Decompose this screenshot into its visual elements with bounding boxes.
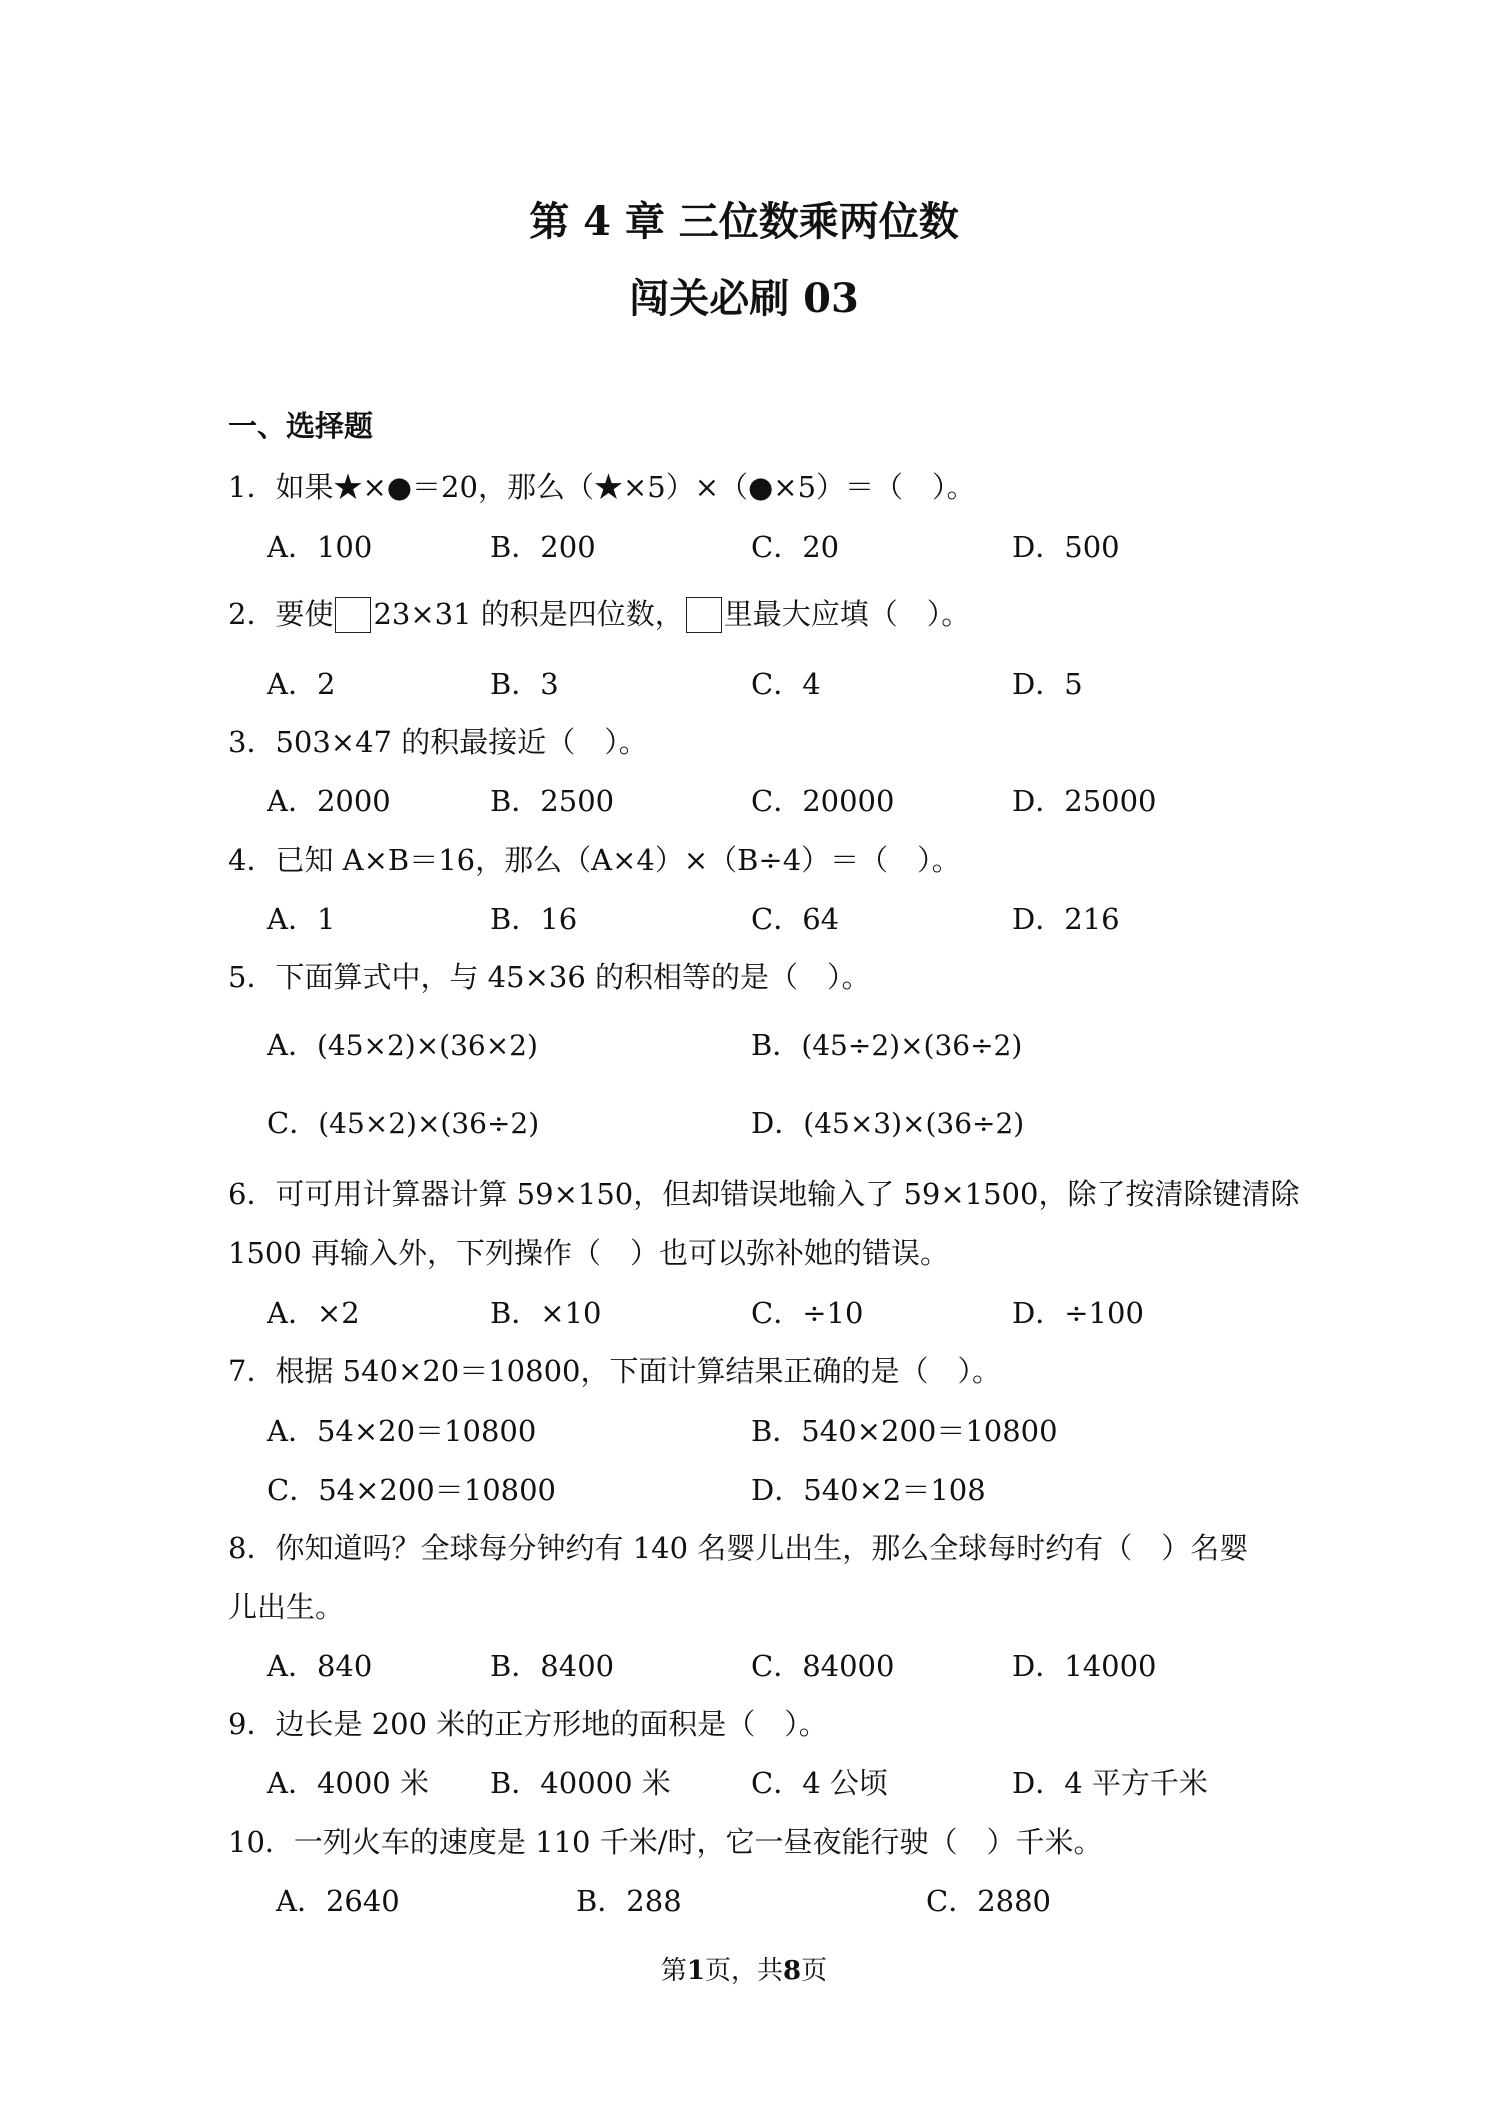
q6-option-b: B．×10 bbox=[490, 1296, 602, 1330]
q9-option-d: D．4 平方千米 bbox=[1012, 1766, 1208, 1800]
q10-option-c: C．2880 bbox=[926, 1884, 1051, 1918]
q10-option-a: A．2640 bbox=[276, 1884, 400, 1918]
q6-option-c: C．÷10 bbox=[751, 1296, 864, 1330]
total-pages-number: 8 bbox=[783, 1956, 802, 1986]
question-6-stem-line1: 6．可可用计算器计算 59×150，但却错误地输入了 59×1500，除了按清除键清除 bbox=[228, 1177, 1300, 1211]
footer-mid: 页，共 bbox=[704, 1956, 783, 1986]
worksheet-subtitle: 闯关必刷 03 bbox=[629, 275, 859, 322]
question-6-stem-line2: 1500 再输入外，下列操作（ ）也可以弥补她的错误。 bbox=[228, 1236, 950, 1270]
q9-option-b: B．40000 米 bbox=[490, 1766, 671, 1800]
q4-option-c: C．64 bbox=[751, 902, 840, 936]
answer-box bbox=[335, 597, 371, 633]
q5-option-a-expr: (45×2)×(36×2) bbox=[316, 1029, 538, 1062]
q1-option-b: B．200 bbox=[490, 530, 596, 564]
q1-option-d: D．500 bbox=[1012, 530, 1120, 564]
q7-option-a: A．54×20＝10800 bbox=[267, 1414, 537, 1448]
q5-option-c-expr: (45×2)×(36÷2) bbox=[318, 1107, 540, 1140]
q5-option-d-expr: (45×3)×(36÷2) bbox=[803, 1107, 1025, 1140]
answer-box bbox=[686, 597, 722, 633]
q3-option-d: D．25000 bbox=[1012, 784, 1157, 818]
q2-stem-middle: 23×31 的积是四位数， bbox=[373, 597, 684, 631]
q7-option-d: D．540×2＝108 bbox=[751, 1473, 986, 1507]
q2-stem-end: 里最大应填（ ）。 bbox=[723, 597, 971, 631]
chapter-title: 第 4 章 三位数乘两位数 bbox=[529, 198, 959, 245]
section-heading: 一、选择题 bbox=[228, 409, 374, 443]
q6-option-a: A．×2 bbox=[267, 1296, 360, 1330]
footer-suffix: 页 bbox=[801, 1956, 828, 1986]
q7-option-c: C．54×200＝10800 bbox=[267, 1473, 556, 1507]
question-2-stem bbox=[228, 594, 970, 634]
q5-option-b-label: B． bbox=[751, 1028, 802, 1062]
q7-option-b: B．540×200＝10800 bbox=[751, 1414, 1058, 1448]
q9-option-c: C．4 公顷 bbox=[751, 1766, 888, 1800]
q2-option-b: B．3 bbox=[490, 667, 559, 701]
question-7-stem: 7．根据 540×20＝10800，下面计算结果正确的是（ ）。 bbox=[228, 1354, 1001, 1388]
q8-option-b: B．8400 bbox=[490, 1649, 615, 1683]
q2-option-a: A．2 bbox=[267, 667, 336, 701]
question-9-stem: 9．边长是 200 米的正方形地的面积是（ ）。 bbox=[228, 1707, 828, 1741]
q2-option-c: C．4 bbox=[751, 667, 821, 701]
question-3-stem: 3．503×47 的积最接近（ ）。 bbox=[228, 725, 648, 759]
page-footer bbox=[0, 1953, 1488, 1989]
current-page-number: 1 bbox=[686, 1956, 705, 1986]
q5-option-c bbox=[267, 1103, 539, 1144]
q2-option-d: D．5 bbox=[1012, 667, 1083, 701]
footer-prefix: 第 bbox=[660, 1956, 687, 1986]
q3-option-a: A．2000 bbox=[267, 784, 391, 818]
q5-option-a-label: A． bbox=[267, 1028, 317, 1062]
q1-option-c: C．20 bbox=[751, 530, 840, 564]
q5-option-d bbox=[751, 1103, 1024, 1144]
q4-option-d: D．216 bbox=[1012, 902, 1120, 936]
q5-option-c-label: C． bbox=[267, 1106, 319, 1140]
q5-option-b bbox=[751, 1025, 1022, 1066]
q3-option-b: B．2500 bbox=[490, 784, 615, 818]
question-8-stem-line1: 8．你知道吗？全球每分钟约有 140 名婴儿出生，那么全球每时约有（ ）名婴 bbox=[228, 1531, 1249, 1565]
q2-stem-start: 2．要使 bbox=[228, 597, 334, 631]
q4-option-a: A．1 bbox=[267, 902, 336, 936]
question-8-stem-line2: 儿出生。 bbox=[228, 1590, 345, 1624]
q8-option-c: C．84000 bbox=[751, 1649, 895, 1683]
question-5-stem: 5．下面算式中，与 45×36 的积相等的是（ ）。 bbox=[228, 960, 871, 994]
question-4-stem: 4．已知 A×B＝16，那么（A×4）×（B÷4）＝（ ）。 bbox=[228, 843, 961, 877]
question-10-stem: 10．一列火车的速度是 110 千米/时，它一昼夜能行驶（ ）千米。 bbox=[228, 1825, 1103, 1859]
q8-option-a: A．840 bbox=[267, 1649, 373, 1683]
q5-option-b-expr: (45÷2)×(36÷2) bbox=[801, 1029, 1023, 1062]
q4-option-b: B．16 bbox=[490, 902, 578, 936]
q9-option-a: A．4000 米 bbox=[267, 1766, 429, 1800]
q10-option-b: B．288 bbox=[576, 1884, 682, 1918]
question-1-stem: 1．如果★×●＝20，那么（★×5）×（●×5）＝（ ）。 bbox=[228, 470, 976, 504]
q6-option-d: D．÷100 bbox=[1012, 1296, 1144, 1330]
q8-option-d: D．14000 bbox=[1012, 1649, 1157, 1683]
q5-option-d-label: D． bbox=[751, 1106, 804, 1140]
q3-option-c: C．20000 bbox=[751, 784, 895, 818]
q1-option-a: A．100 bbox=[267, 530, 373, 564]
q5-option-a bbox=[267, 1025, 538, 1066]
